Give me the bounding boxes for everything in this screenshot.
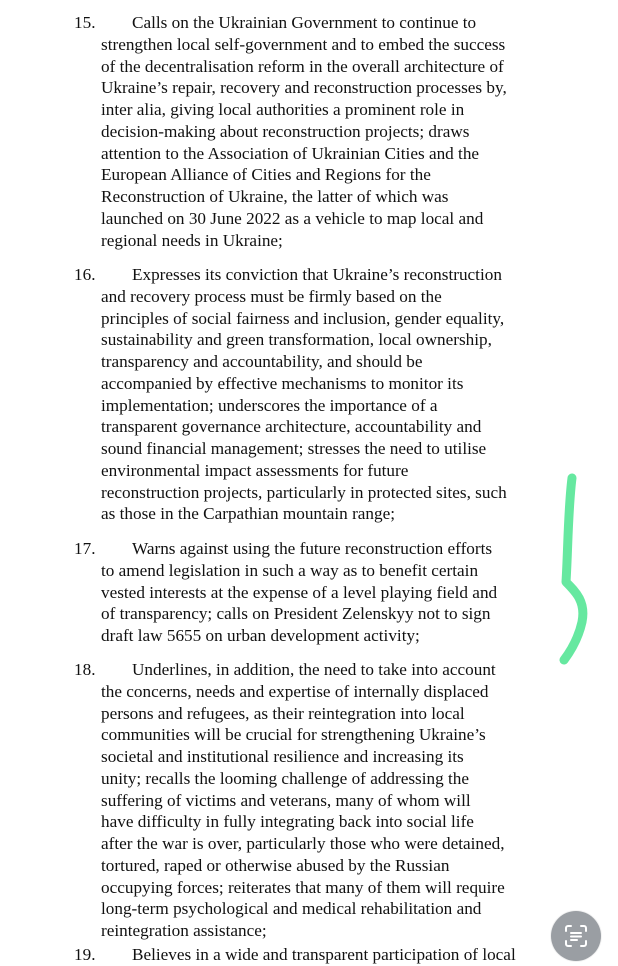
text-line: unity; recalls the looming challenge of addressing the	[101, 768, 469, 788]
text-line: Ukraine’s repair, recovery and reconstruction processes by,	[101, 78, 507, 98]
text-line: principles of social fairness and inclusion, gender equality,	[101, 308, 505, 328]
text-line: regional needs in Ukraine;	[101, 230, 283, 250]
text-line: as those in the Carpathian mountain range;	[101, 504, 396, 524]
text-line: Believes in a wide and transparent participation of local	[132, 945, 516, 964]
text-line: strengthen local self-government and to embed the success	[101, 34, 506, 54]
text-line: persons and refugees, as their reintegration into local	[101, 703, 465, 723]
text-line: draft law 5655 on urban development activity;	[101, 626, 420, 645]
text-line: European Alliance of Cities and Regions for the	[101, 165, 431, 185]
text-line: transparency and accountability, and should be	[101, 352, 423, 371]
text-line: of the decentralisation reform in the overall architecture of	[101, 56, 504, 76]
text-line: of transparency; calls on President Zelenskyy not to sign	[101, 604, 491, 624]
paragraph-number: 16.	[74, 265, 96, 284]
text-line: the concerns, needs and expertise of internally displaced	[101, 681, 489, 701]
text-line: environmental impact assessments for future	[101, 460, 409, 480]
paragraph-number: 17.	[74, 539, 96, 558]
text-line: vested interests at the expense of a level playing field and	[101, 582, 498, 602]
text-line: to amend legislation in such a way as to benefit certain	[101, 560, 479, 580]
text-line: Underlines, in addition, the need to take into account	[132, 660, 496, 679]
text-line: accompanied by effective mechanisms to monitor its	[101, 373, 464, 393]
text-scan-button[interactable]	[551, 911, 601, 961]
paragraph-text	[101, 944, 546, 966]
text-line: tortured, raped or otherwise abused by the Russian	[101, 855, 450, 875]
text-line: occupying forces; reiterates that many of them will require	[101, 877, 505, 897]
text-line: Warns against using the future reconstruction efforts	[132, 539, 493, 558]
paragraph-number: 18.	[74, 660, 96, 679]
paragraph-number: 19.	[74, 945, 96, 964]
text-line: suffering of victims and veterans, many of whom will	[101, 790, 471, 810]
text-line: transparent governance architecture, accountability and	[101, 417, 482, 437]
paragraph-text	[101, 264, 546, 525]
text-line: launched on 30 June 2022 as a vehicle to map local and	[101, 208, 484, 228]
text-line: inter alia, giving local authorities a prominent role in	[101, 100, 465, 119]
paragraph-text	[101, 538, 546, 647]
text-line: long-term psychological and medical rehabilitation and	[101, 899, 482, 919]
text-line: sound financial management; stresses the need to utilise	[101, 439, 487, 458]
text-line: reconstruction projects, particularly in protected sites, such	[101, 482, 507, 502]
text-line: sustainability and green transformation, local ownership,	[101, 330, 492, 350]
text-line: decision-making about reconstruction projects; draws	[101, 121, 470, 141]
text-line: societal and institutional resilience and increasing its	[101, 747, 464, 766]
text-scan-icon	[564, 924, 588, 948]
text-line: reintegration assistance;	[101, 921, 267, 940]
text-line: after the war is over, particularly those who were detained,	[101, 834, 505, 853]
text-line: communities will be crucial for strengthening Ukraine’s	[101, 725, 486, 745]
paragraph-text	[101, 12, 546, 251]
paragraph-number: 15.	[74, 13, 96, 32]
text-line: Expresses its conviction that Ukraine’s reconstruction	[132, 265, 502, 284]
bracket-highlight-mark-icon	[546, 470, 606, 670]
text-line: have difficulty in fully integrating back into social life	[101, 812, 474, 832]
text-line: and recovery process must be firmly based on the	[101, 286, 442, 306]
text-line: attention to the Association of Ukrainian Cities and the	[101, 143, 480, 163]
paragraph-text	[101, 659, 546, 942]
text-line: implementation; underscores the importance of a	[101, 395, 438, 415]
text-line: Calls on the Ukrainian Government to continue to	[132, 13, 477, 32]
text-line: Reconstruction of Ukraine, the latter of which was	[101, 187, 449, 206]
